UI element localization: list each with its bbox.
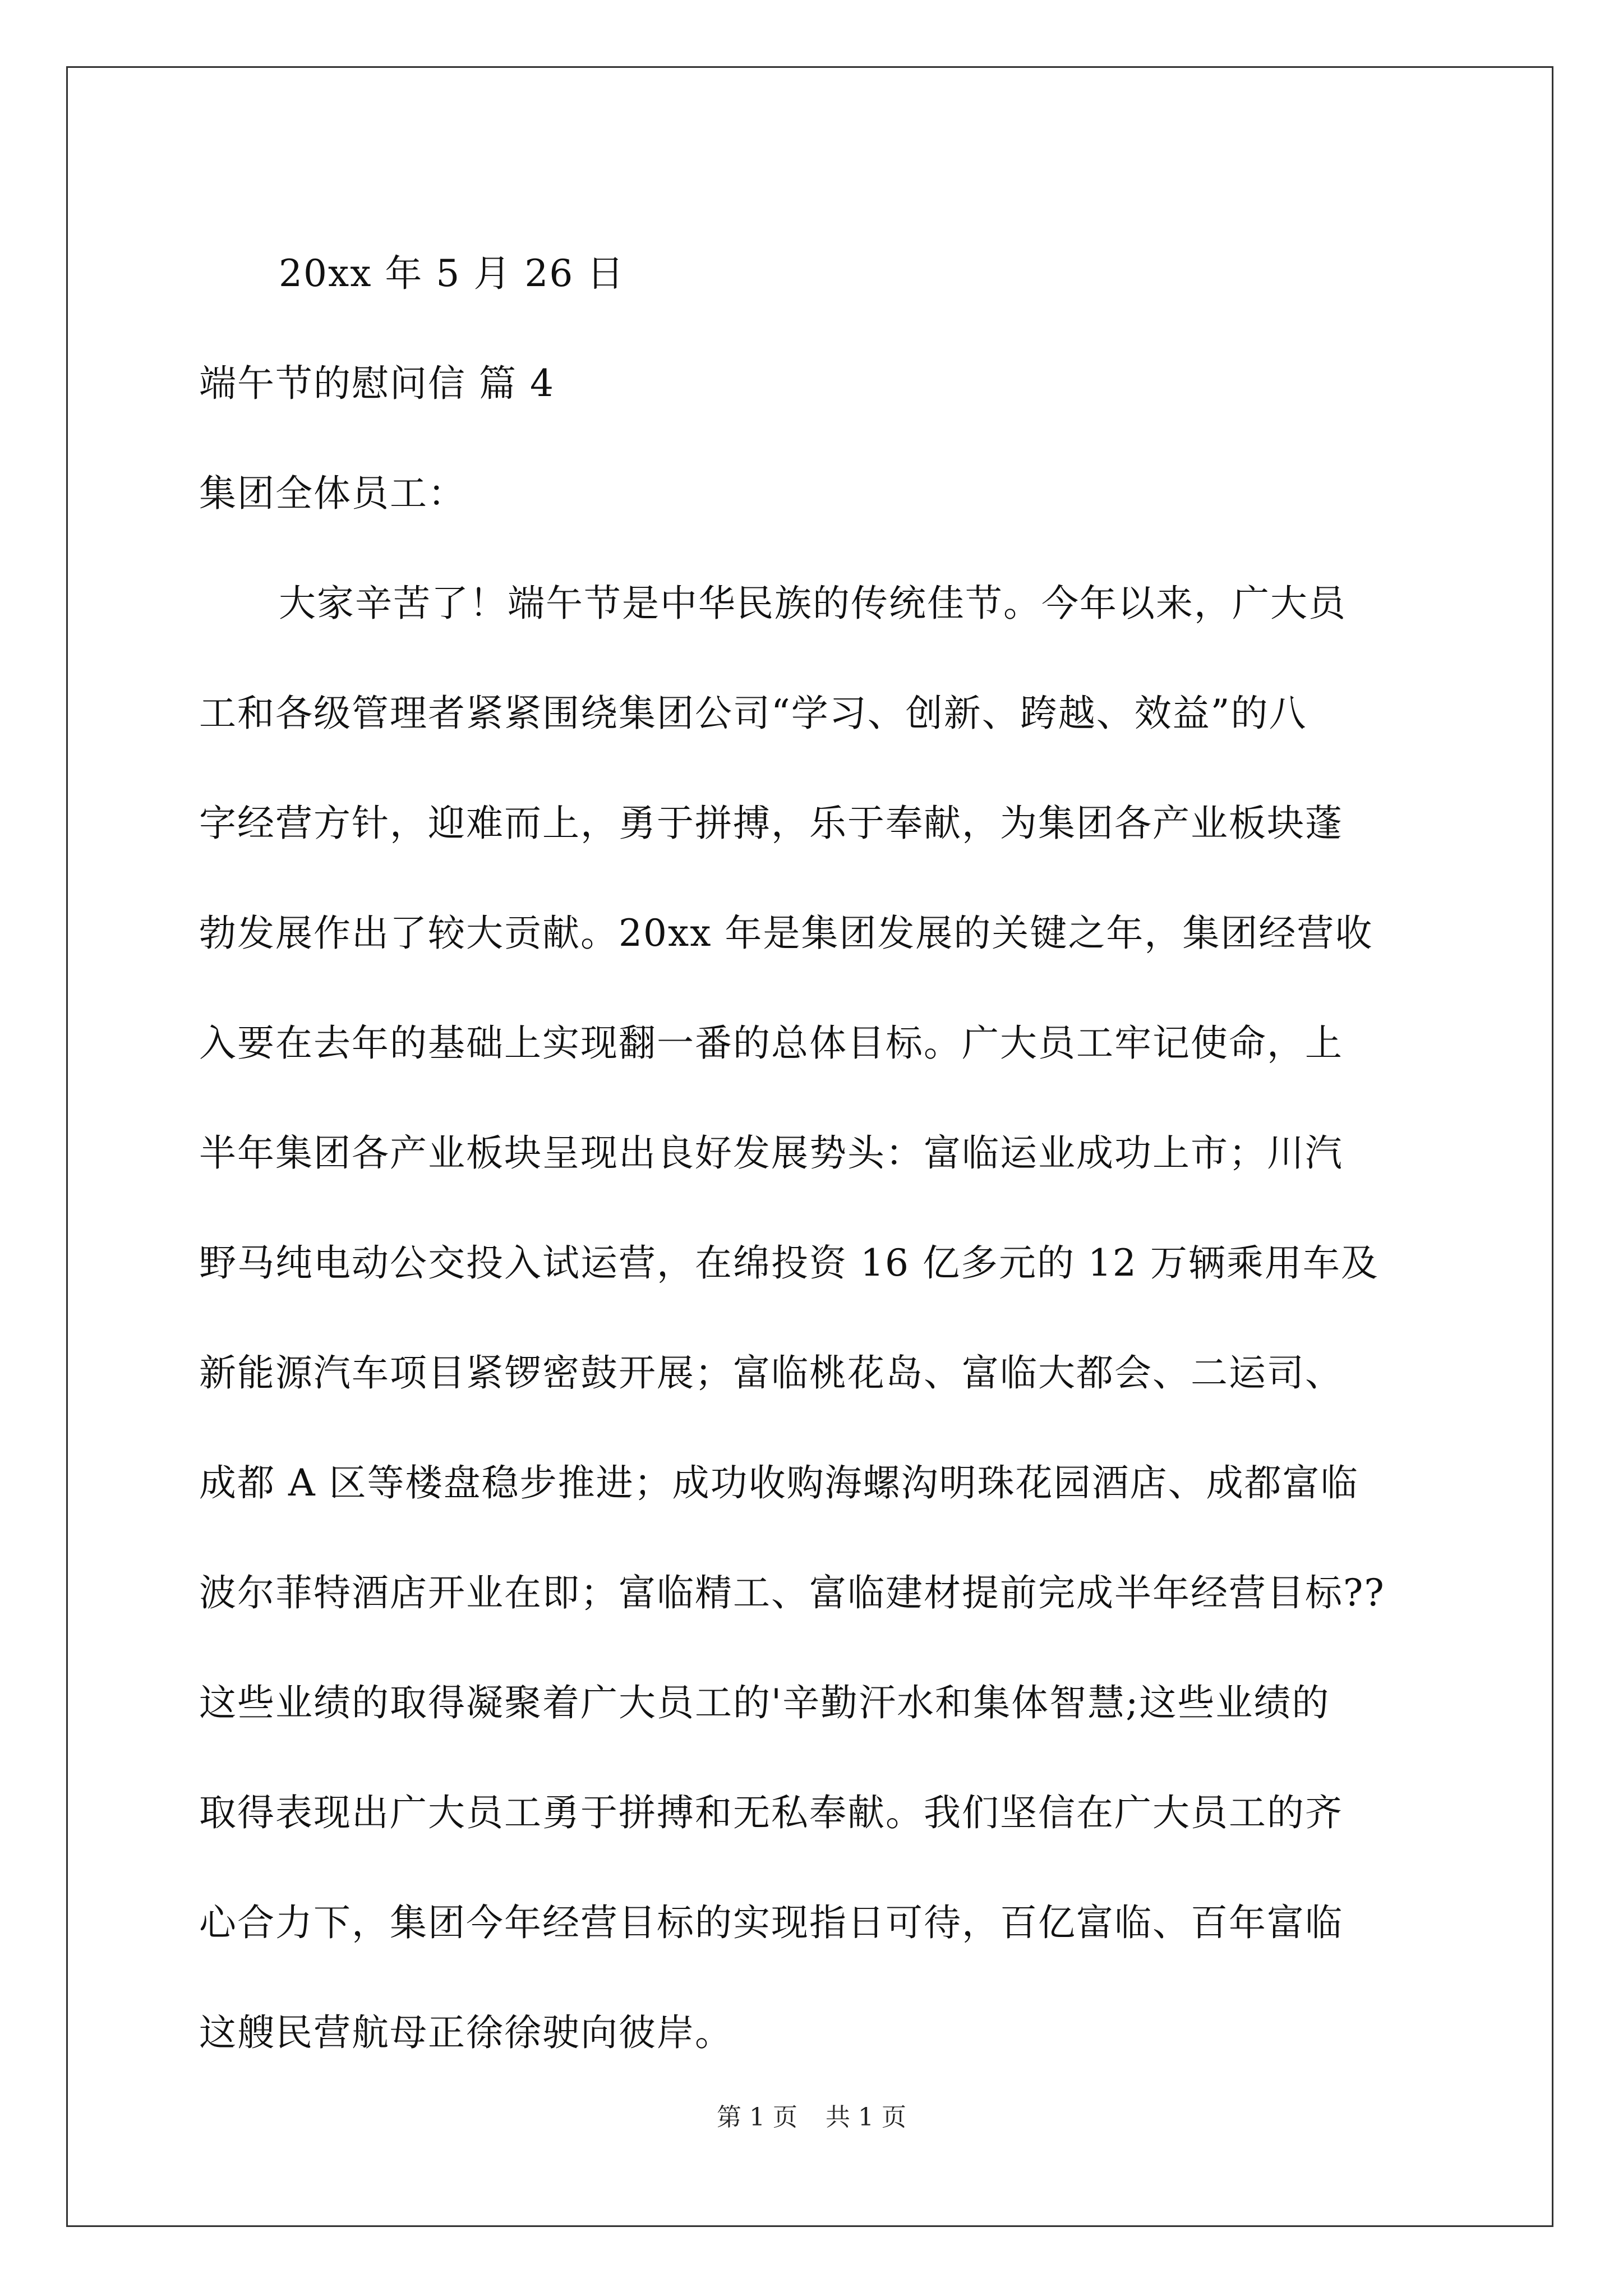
body-line: 入要在去年的基础上实现翻一番的总体目标。广大员工牢记使命，上: [199, 1022, 1343, 1065]
letter-date: 20xx 年 5 月 26 日: [279, 252, 625, 295]
body-line: 野马纯电动公交投入试运营，在绵投资 16 亿多元的 12 万辆乘用车及: [199, 1241, 1379, 1285]
letter-salutation: 集团全体员工：: [199, 472, 466, 515]
page-number: 第 1 页: [717, 2103, 797, 2132]
body-line: 大家辛苦了！端午节是中华民族的传统佳节。今年以来，广大员: [279, 582, 1347, 625]
body-line: 工和各级管理者紧紧围绕集团公司“学习、创新、跨越、效益”的八: [199, 692, 1307, 735]
document-body: [199, 219, 1433, 2088]
body-line: 波尔菲特酒店开业在即；富临精工、富临建材提前完成半年经营目标??: [199, 1571, 1385, 1614]
body-line: 这艘民营航母正徐徐驶向彼岸。: [199, 2011, 733, 2054]
page-footer: [0, 2101, 1623, 2134]
body-line: 这些业绩的取得凝聚着广大员工的'辛勤汗水和集体智慧;这些业绩的: [199, 1681, 1330, 1724]
body-line: 字经营方针，迎难而上，勇于拼搏，乐于奉献，为集团各产业板块蓬: [199, 802, 1343, 845]
letter-heading: 端午节的慰问信 篇 4: [199, 362, 555, 405]
body-line: 半年集团各产业板块呈现出良好发展势头：富临运业成功上市；川汽: [199, 1131, 1343, 1175]
body-line: 成都 A 区等楼盘稳步推进；成功收购海螺沟明珠花园酒店、成都富临: [199, 1461, 1359, 1504]
body-line: 取得表现出广大员工勇于拼搏和无私奉献。我们坚信在广大员工的齐: [199, 1791, 1343, 1834]
body-line: 新能源汽车项目紧锣密鼓开展；富临桃花岛、富临大都会、二运司、: [199, 1351, 1343, 1395]
page-total: 共 1 页: [826, 2103, 906, 2132]
body-line: 心合力下，集团今年经营目标的实现指日可待，百亿富临、百年富临: [199, 1901, 1343, 1944]
body-line: 勃发展作出了较大贡献。20xx 年是集团发展的关键之年，集团经营收: [199, 912, 1373, 955]
